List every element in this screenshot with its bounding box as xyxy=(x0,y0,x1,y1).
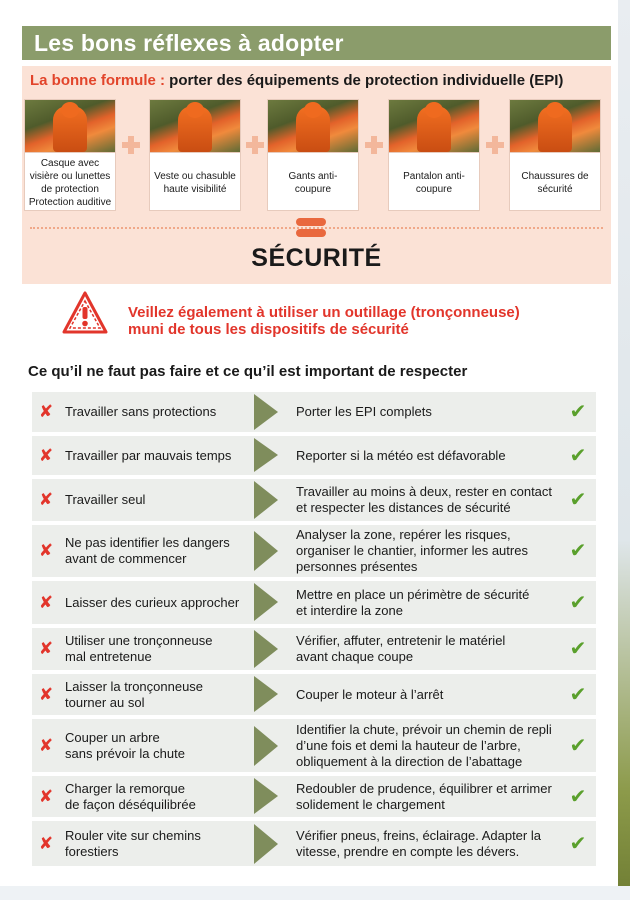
do-text xyxy=(296,687,443,703)
arrow-right-icon xyxy=(254,531,278,571)
plus-icon xyxy=(246,136,264,154)
do-line: organiser le chantier, informer les autres xyxy=(296,543,528,558)
dont-text xyxy=(65,535,230,567)
epi-photo-gloves xyxy=(268,100,358,153)
do-text xyxy=(296,484,552,516)
do-line: Vérifier pneus, freins, éclairage. Adapter la xyxy=(296,827,541,843)
do-text xyxy=(296,828,541,860)
arrow-right-icon xyxy=(254,676,278,712)
result-label: SÉCURITÉ xyxy=(251,244,382,272)
epi-label: Casque avec visière ou lunettes de protection Protection auditive xyxy=(28,157,112,208)
dont-line: tourner au sol xyxy=(65,694,145,710)
rule-row xyxy=(32,776,596,817)
dont-line: Charger la remorque xyxy=(65,780,185,796)
equals-icon xyxy=(296,218,326,238)
rule-row xyxy=(32,392,596,432)
check-icon: ✔ xyxy=(569,401,587,423)
page-edge-right xyxy=(618,0,630,900)
epi-photo-helmet xyxy=(25,100,115,153)
epi-photo-boots xyxy=(510,100,600,153)
arrow-right-icon xyxy=(254,481,278,519)
dont-line: Travailler par mauvais temps xyxy=(65,447,232,463)
section-title: Ce qu’il ne faut pas faire et ce qu’il est important de respecter xyxy=(28,363,468,380)
cross-icon: ✘ xyxy=(38,833,54,853)
do-line: solidement le chargement xyxy=(296,796,445,812)
epi-label: Chaussures de sécurité xyxy=(521,170,589,195)
dont-text xyxy=(65,828,201,860)
dont-line: Laisser la tronçonneuse xyxy=(65,678,204,694)
plus-icon xyxy=(122,136,140,154)
cross-icon: ✘ xyxy=(38,639,54,658)
dont-line: avant de commencer xyxy=(65,551,187,566)
do-line: et respecter les distances de sécurité xyxy=(296,500,511,515)
rule-row xyxy=(32,581,596,624)
do-text xyxy=(296,781,552,813)
formula-lead: La bonne formule : xyxy=(30,72,165,89)
epi-card-helmet xyxy=(24,99,116,211)
epi-photo-vest xyxy=(150,100,240,153)
warning-triangle-icon xyxy=(62,290,108,336)
epi-card-boots xyxy=(509,99,601,211)
do-line: obliquement à la direction de l’abattage xyxy=(296,753,523,769)
do-line: Couper le moteur à l’arrêt xyxy=(296,686,444,702)
do-line: Travailler au moins à deux, rester en contact xyxy=(296,484,553,499)
dont-line: Ne pas identifier les dangers xyxy=(65,535,230,550)
rule-row xyxy=(32,674,596,715)
do-line: Analyser la zone, repérer les risques, xyxy=(296,527,511,542)
dont-text xyxy=(65,730,185,762)
check-icon: ✔ xyxy=(569,734,587,757)
do-text xyxy=(296,527,528,575)
formula-text: porter des équipements de protection individuelle (EPI) xyxy=(169,72,564,89)
do-line: Reporter si la météo est défavorable xyxy=(296,447,506,463)
dont-line: Travailler seul xyxy=(65,492,146,507)
dont-line: forestiers xyxy=(65,843,119,859)
do-text xyxy=(296,587,529,619)
dont-text xyxy=(65,633,212,665)
cross-icon: ✘ xyxy=(38,445,54,465)
cross-icon: ✘ xyxy=(38,735,54,755)
dont-text xyxy=(65,404,216,420)
do-line: avant chaque coupe xyxy=(296,649,414,664)
do-line: Mettre en place un périmètre de sécurité xyxy=(296,586,530,602)
arrow-right-icon xyxy=(254,583,278,621)
page-edge-bottom xyxy=(0,886,630,900)
dont-line: mal entretenue xyxy=(65,649,152,664)
plus-icon xyxy=(365,136,383,154)
check-icon: ✔ xyxy=(569,683,587,706)
do-line: vitesse, prendre en compte les dévers. xyxy=(296,843,520,859)
rule-row xyxy=(32,436,596,475)
check-icon: ✔ xyxy=(569,444,587,467)
cross-icon: ✘ xyxy=(38,402,54,421)
do-text xyxy=(296,633,505,665)
epi-label: Veste ou chasuble haute visibilité xyxy=(154,170,236,195)
arrow-right-icon xyxy=(254,726,278,766)
check-icon: ✔ xyxy=(569,591,587,614)
dont-text xyxy=(65,595,239,611)
arrow-right-icon xyxy=(254,630,278,668)
formula-heading xyxy=(30,72,563,89)
arrow-right-icon xyxy=(254,824,278,864)
rule-row xyxy=(32,479,596,521)
check-icon: ✔ xyxy=(569,832,587,855)
cross-icon: ✘ xyxy=(38,541,54,560)
do-line: d’une fois et demi la hauteur de l’arbre, xyxy=(296,737,521,753)
cross-icon: ✘ xyxy=(38,490,54,509)
check-icon: ✔ xyxy=(569,540,587,562)
arrow-right-icon xyxy=(254,394,278,430)
do-text xyxy=(296,448,506,464)
dont-line: de façon déséquilibrée xyxy=(65,796,196,812)
epi-card-trousers xyxy=(388,99,480,211)
dont-text xyxy=(65,448,231,464)
epi-card-vest xyxy=(149,99,241,211)
cross-icon: ✘ xyxy=(38,786,54,806)
dont-line: sans prévoir la chute xyxy=(65,745,185,761)
do-text xyxy=(296,404,432,420)
epi-label: Pantalon anti-coupure xyxy=(403,170,465,195)
dont-line: Travailler sans protections xyxy=(65,404,217,419)
dont-line: Utiliser une tronçonneuse xyxy=(65,633,213,648)
do-line: Redoubler de prudence, équilibrer et arrimer xyxy=(296,780,552,796)
dont-text xyxy=(65,492,145,508)
cross-icon: ✘ xyxy=(38,684,54,704)
dont-text xyxy=(65,781,196,813)
rule-row xyxy=(32,821,596,866)
do-line: personnes présentes xyxy=(296,559,418,574)
rule-row xyxy=(32,719,596,772)
dont-text xyxy=(65,679,203,711)
warning-line-1: Veillez également à utiliser un outillage (tronçonneuse) xyxy=(128,304,520,321)
dont-line: Couper un arbre xyxy=(65,729,160,745)
dont-line: Rouler vite sur chemins xyxy=(65,827,201,843)
check-icon: ✔ xyxy=(569,489,587,511)
cross-icon: ✘ xyxy=(38,592,54,612)
formula-panel xyxy=(22,66,611,284)
rule-row xyxy=(32,628,596,670)
do-line: Identifier la chute, prévoir un chemin de repli xyxy=(296,721,552,737)
rule-row xyxy=(32,525,596,577)
epi-photo-trousers xyxy=(389,100,479,153)
check-icon: ✔ xyxy=(569,638,587,660)
epi-card-gloves xyxy=(267,99,359,211)
epi-label: Gants anti-coupure xyxy=(288,170,338,195)
do-line: Vérifier, affuter, entretenir le matériel xyxy=(296,633,506,648)
arrow-right-icon xyxy=(254,438,278,472)
do-line: Porter les EPI complets xyxy=(296,404,432,419)
page-title: Les bons réflexes à adopter xyxy=(22,26,611,60)
do-line: et interdire la zone xyxy=(296,602,403,618)
warning-message xyxy=(128,304,520,338)
plus-icon xyxy=(486,136,504,154)
check-icon: ✔ xyxy=(569,785,587,808)
dont-line: Laisser des curieux approcher xyxy=(65,594,240,610)
arrow-right-icon xyxy=(254,778,278,814)
do-text xyxy=(296,722,552,770)
warning-line-2: muni de tous les dispositifs de sécurité xyxy=(128,321,409,338)
